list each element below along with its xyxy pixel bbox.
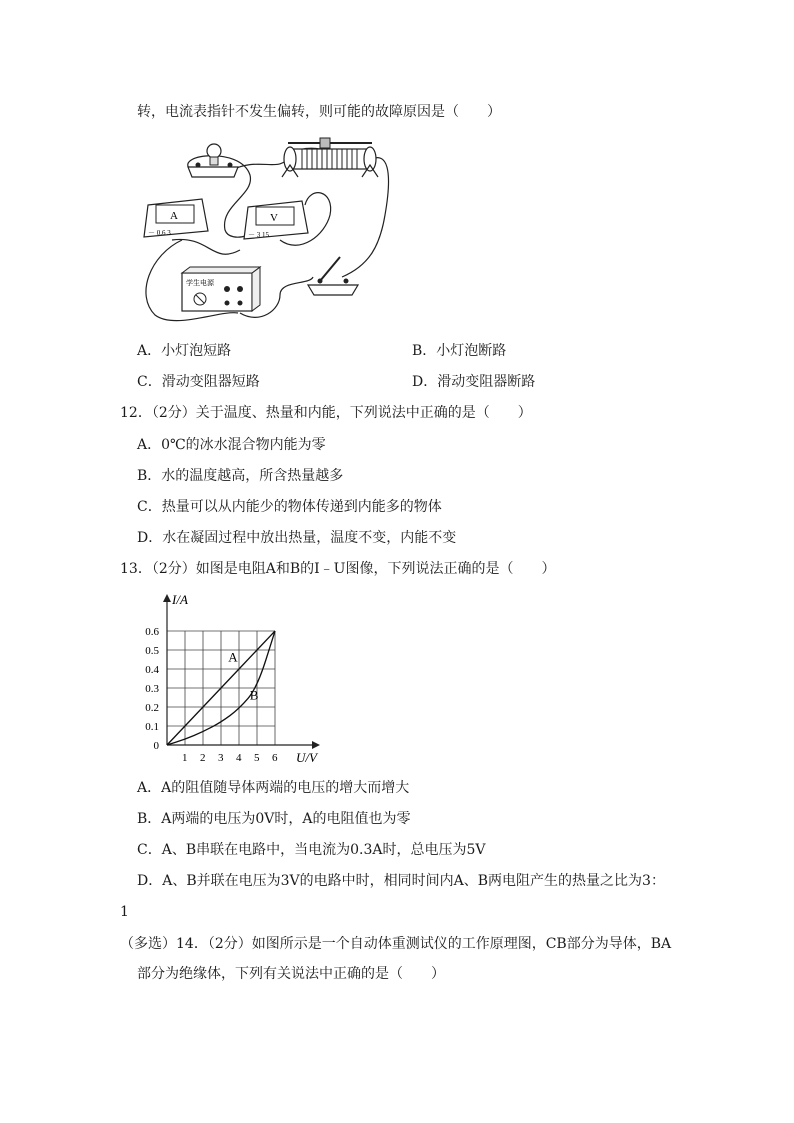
y-tick-label: 0.5 xyxy=(145,645,159,657)
q11-stem-tail: 转，电流表指针不发生偏转，则可能的故障原因是（ ） xyxy=(137,104,501,120)
q14-stem-line2: 部分为绝缘体，下列有关说法中正确的是（ ） xyxy=(137,966,445,982)
q12-option-a: A．0℃的冰水混合物内能为零 xyxy=(137,437,326,453)
y-tick-label: 0.2 xyxy=(145,702,159,714)
y-tick-label: 0.1 xyxy=(145,721,159,733)
bulb-icon xyxy=(188,144,238,177)
ammeter-terminals: － 0.6 3 xyxy=(148,229,171,237)
q13-option-a: A．A的阻值随导体两端的电压的增大而增大 xyxy=(137,780,410,796)
x-axis-label: U/V xyxy=(296,750,317,765)
series-a-label: A xyxy=(228,649,238,665)
rheostat-icon xyxy=(282,138,378,177)
q13-option-d: D．A、B并联在电压为3V的电路中时，相同时间内A、B两电阻产生的热量之比为3： xyxy=(137,873,665,889)
ammeter-icon xyxy=(144,199,208,237)
q11-option-b: B．小灯泡断路 xyxy=(412,343,507,359)
q12-option-c: C．热量可以从内能少的物体传递到内能多的物体 xyxy=(137,499,442,515)
q14-stem-line1: （多选）14．（2分）如图所示是一个自动体重测试仪的工作原理图，CB部分为导体，BA xyxy=(120,936,672,952)
y-tick-label: 0.3 xyxy=(145,683,159,695)
circuit-figure xyxy=(130,135,400,330)
y-axis-arrow xyxy=(163,594,171,602)
iu-chart xyxy=(132,590,332,770)
series-b-label: B xyxy=(249,687,259,703)
x-tick-label: 1 xyxy=(182,752,188,764)
q13-option-d-wrap: 1 xyxy=(120,904,129,920)
q13-stem: 13．（2分）如图是电阻A和B的I﹣U图像，下列说法正确的是（ ） xyxy=(120,561,556,577)
voltmeter-icon xyxy=(244,201,308,239)
power-supply-icon xyxy=(182,267,260,311)
y-tick-label: 0 xyxy=(153,740,159,752)
switch-icon xyxy=(308,257,358,295)
y-tick-label: 0.4 xyxy=(145,664,159,676)
q11-option-c: C．滑动变阻器短路 xyxy=(137,374,260,390)
x-axis-arrow xyxy=(312,741,320,749)
q13-option-b: B．A两端的电压为0V时，A的电阻值也为零 xyxy=(137,811,411,827)
voltmeter-terminals: － 3 15 xyxy=(248,231,269,239)
q11-option-d: D．滑动变阻器断路 xyxy=(412,374,536,390)
x-tick-label: 5 xyxy=(254,752,260,764)
x-tick-label: 4 xyxy=(236,752,242,764)
y-tick-label: 0.6 xyxy=(145,626,159,638)
x-tick-label: 2 xyxy=(200,752,206,764)
q11-option-a: A．小灯泡短路 xyxy=(137,343,232,359)
q12-option-b: B．水的温度越高，所含热量越多 xyxy=(137,468,344,484)
x-tick-label: 3 xyxy=(218,752,224,764)
q13-option-c: C．A、B串联在电路中，当电流为0.3A时，总电压为5V xyxy=(137,842,486,858)
y-axis-label: I/A xyxy=(172,592,188,607)
voltmeter-label: V xyxy=(270,212,278,224)
q12-option-d: D．水在凝固过程中放出热量，温度不变，内能不变 xyxy=(137,530,457,546)
power-supply-label: 学生电源 xyxy=(186,279,214,287)
ammeter-label: A xyxy=(170,210,178,222)
q12-stem: 12．（2分）关于温度、热量和内能，下列说法中正确的是（ ） xyxy=(120,405,532,421)
x-tick-label: 6 xyxy=(272,752,278,764)
